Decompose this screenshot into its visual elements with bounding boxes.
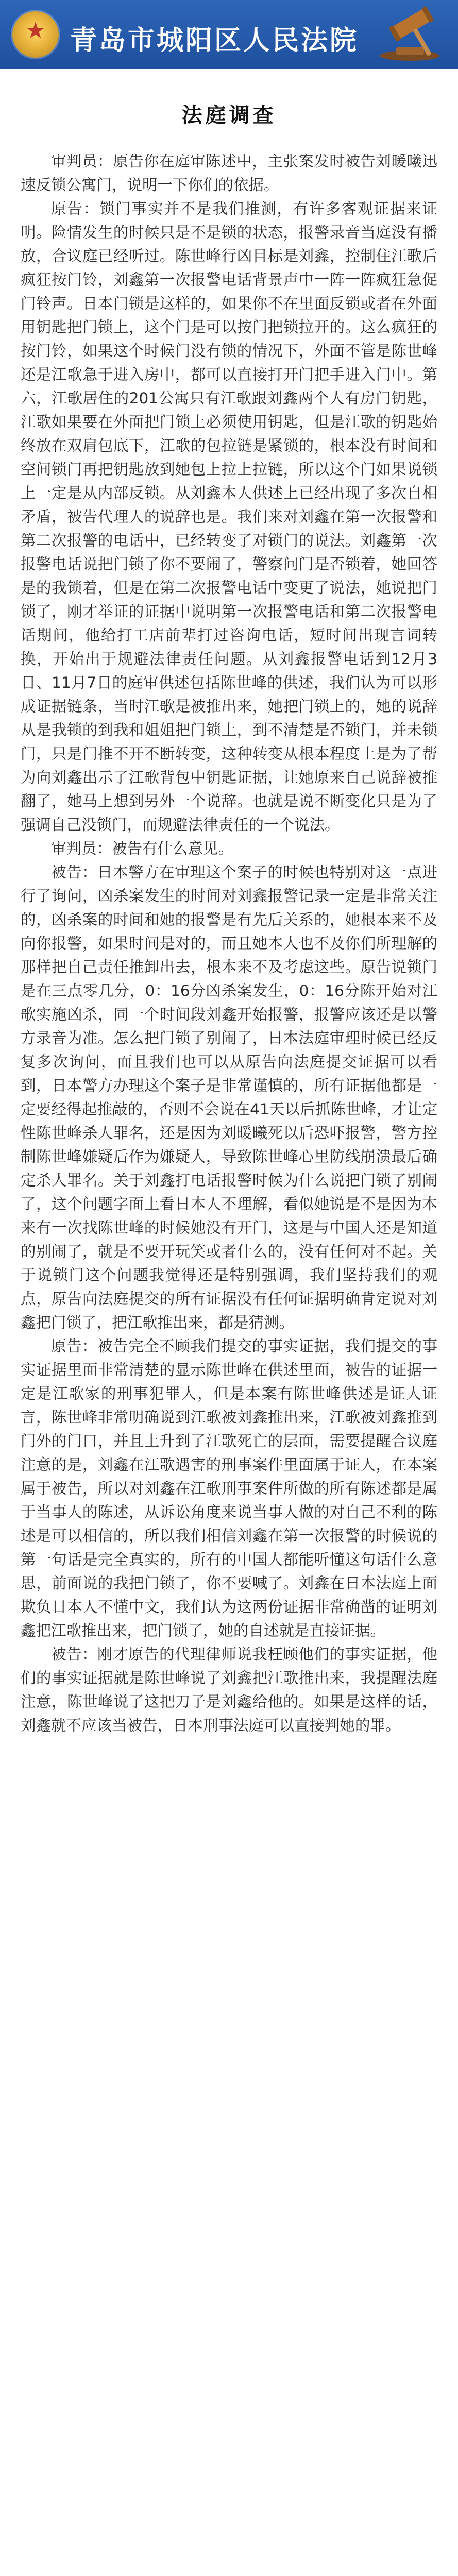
transcript-body: [21, 149, 437, 1737]
court-name: 青岛市城阳区人民法院: [70, 25, 359, 56]
gavel-icon: [369, 6, 447, 64]
court-banner: [0, 0, 458, 69]
transcript-paragraph: 被告：刚才原告的代理律师说我枉顾他们的事实证据，他们的事实证据就是陈世峰说了刘鑫把江歌推出来，我提醒法庭注意，陈世峰说了这把刀子是刘鑫给他的。如果是这样的话，刘鑫就不应该当被告，日本刑事法庭可以直接判她的罪。: [21, 1646, 437, 1734]
page-title: 法庭调查: [181, 104, 277, 127]
transcript-paragraph: 审判员：被告有什么意见。: [51, 840, 234, 857]
transcript-paragraph: 审判员：原告你在庭审陈述中，主张案发时被告刘暖曦迅速反锁公寓门，说明一下你们的依据。: [21, 152, 437, 194]
transcript-paragraph: 原告：被告完全不顾我们提交的事实证据，我们提交的事实证据里面非常清楚的显示陈世峰在供述里面，被告的证据一定是江歌家的刑事犯罪人，但是本案有陈世峰供述是证人证言，陈世峰非常明确说到江歌被刘鑫推出来，江歌被刘鑫推到门外的门口，并且上升到了江歌死亡的层面，需要提醒合议庭注意的是，刘鑫在江歌遇害的刑事案件里面属于证人，在本案属于被告，所以对刘鑫在江歌刑事案件所做的所有陈述都是属于当事人的陈述，从诉讼角度来说当事人做的对自己不利的陈述是可以相信的，所以我们相信刘鑫在第一次报警的时候说的第一句话是完全真实的，所有的中国人都能听懂这句话什么意思，前面说的我把门锁了，你不要喊了。刘鑫在日本法庭上面欺负日本人不懂中文，我们认为这两份证据非常确凿的证明刘鑫把江歌推出来，把门锁了，她的自述就是直接证据。: [21, 1337, 437, 1639]
court-emblem-icon: ★: [12, 11, 59, 58]
transcript-paragraph: 原告：锁门事实并不是我们推测，有许多客观证据来证明。险情发生的时候只是不是锁的状态，报警录音当庭没有播放，合议庭已经听过。陈世峰行凶目标是刘鑫，控制住江歌后疯狂按门铃，刘鑫第一次报警电话背景声中一阵一阵疯狂急促门铃声。日本门锁是这样的，如果你不在里面反锁或者在外面用钥匙把门锁上，这个门是可以按门把锁拉开的。这么疯狂的按门铃，如果这个时候门没有锁的情况下，外面不管是陈世峰还是江歌急于进入房中，都可以直接打开门把手进入门中。第六，江歌居住的201公寓只有江歌跟刘鑫两个人有房门钥匙，江歌如果要在外面把门锁上必须使用钥匙，但是江歌的钥匙始终放在双肩包底下，江歌的包拉链是紧锁的，根本没有时间和空间锁门再把钥匙放到她包上拉上拉链，所以这个门如果说锁上一定是从内部反锁。从刘鑫本人供述上已经出现了多次自相矛盾，被告代理人的说辞也是。我们来对刘鑫在第一次报警和第二次报警的电话中，已经转变了对锁门的说法。刘鑫第一次报警电话说把门锁了你不要闹了，警察问门是否锁着，她回答是的我锁着，但是在第二次报警电话中变更了说法，她说把门锁了，刚才举证的证据中说明第一次报警电话和第二次报警电话期间，他给打工店前辈打过咨询电话，短时间出现言词转换，开始出于规避法律责任问题。从刘鑫报警电话到12月3日、11月7日的庭审供述包括陈世峰的供述，我们认为可以形成证据链条，当时江歌是被推出来，她把门锁上的，她的说辞从是我锁的到我和姐姐把门锁上，到不清楚是否锁门，并未锁门，只是门推不开不断转变，这种转变从根本程度上是为了帮为向刘鑫出示了江歌背包中钥匙证据，让她原来自己说辞被推翻了，她马上想到另外一个说辞。也就是说不断变化只是为了强调自己没锁门，而规避法律责任的一个说法。: [21, 200, 437, 834]
transcript-paragraph: 被告：日本警方在审理这个案子的时候也特别对这一点进行了询问，凶杀案发生的时间对刘鑫报警记录一定是非常关注的，凶杀案的时间和她的报警是有先后关系的，她根本来不及向你报警，如果时间是对的，而且她本人也不及你们所理解的那样把自己责任推卸出去，根本来不及考虑这些。原告说锁门是在三点零几分，0：16分凶杀案发生，0：16分陈开始对江歌实施凶杀，同一个时间段刘鑫开始报警，报警应该还是以警方录音为准。怎么把门锁了别闹了，日本法庭审理时候已经反复多次询问，而且我们也可以从原告向法庭提交证据可以看到，日本警方办理这个案子是非常谨慎的，所有证据他都是一定要经得起推敲的，否则不会说在41天以后抓陈世峰，才让定性陈世峰杀人罪名，还是因为刘暖曦死以后恐吓报警，警方控制陈世峰嫌疑后作为嫌疑人，导致陈世峰心里防线崩溃最后确定杀人罪名。关于刘鑫打电话报警时候为什么说把门锁了别闹了，这个问题字面上看日本人不理解，看似她说是不是因为本来有一次找陈世峰的时候她没有开门，这是与中国人还是知道的别闹了，就是不要开玩笑或者什么的，没有任何对不起。关于说锁门这个问题我觉得还是特别强调，我们坚持我们的观点，原告向法庭提交的所有证据没有任何证据明确肯定说对刘鑫把门锁了，把江歌推出来，都是猜测。: [21, 863, 437, 1331]
